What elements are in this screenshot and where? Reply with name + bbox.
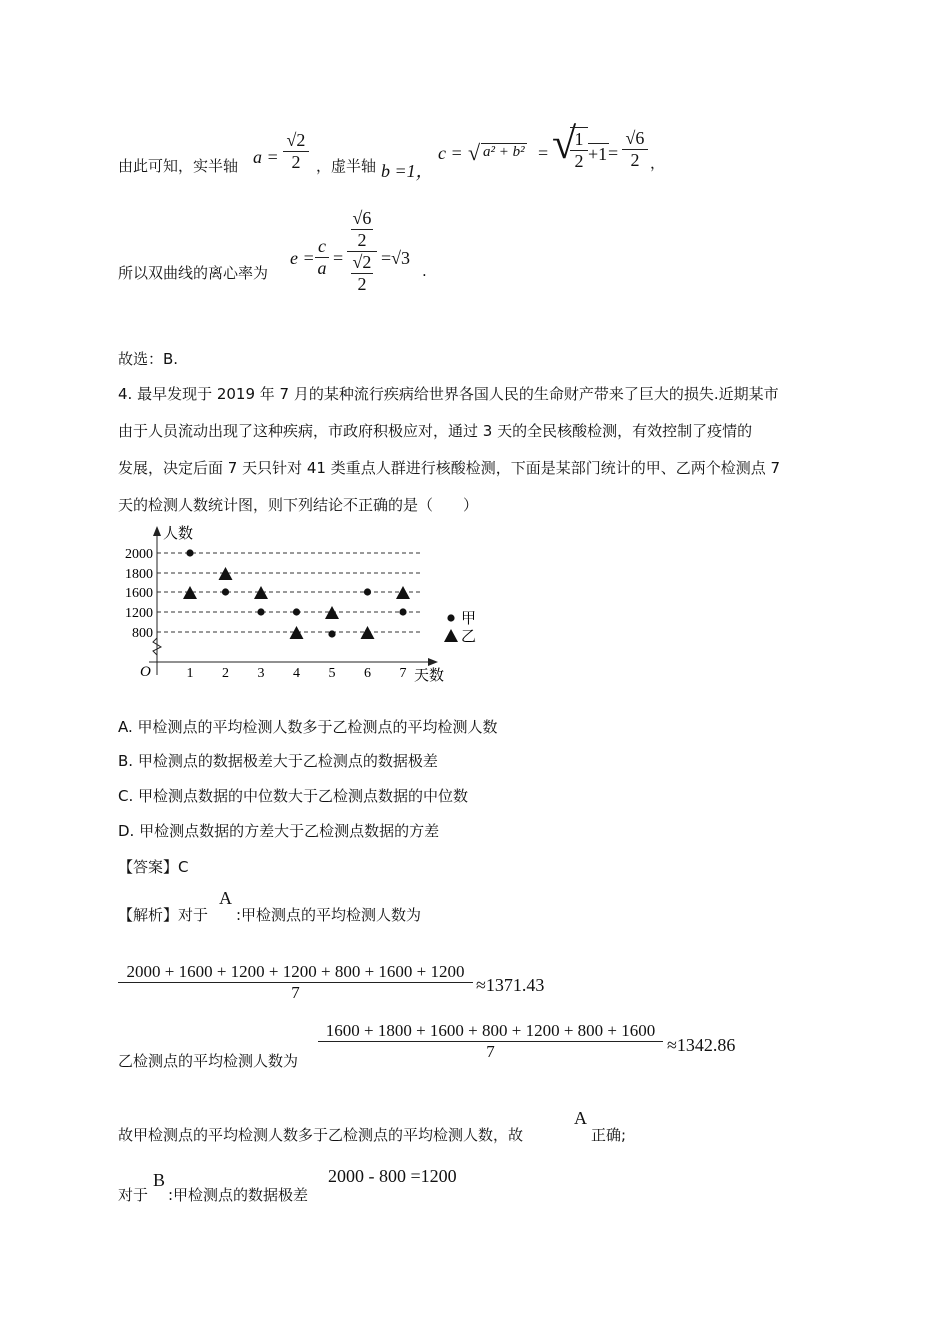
- y-tick-label-1800: 1800: [125, 567, 153, 582]
- x-axis-label: 天数: [414, 668, 445, 684]
- x-tick-label-5: 5: [328, 666, 336, 681]
- mean-yi-fraction: [318, 1021, 663, 1062]
- range-b-math: 2000 - 800 =1200: [328, 1166, 457, 1186]
- sqrt-sign: √: [468, 140, 481, 165]
- jia-point-day-2: [222, 588, 229, 595]
- question-line-2: 由于人员流动出现了这种疾病，市政府积极应对，通过 3 天的全民核酸检测，有效控制了疫情的: [118, 422, 753, 440]
- chart-axes: [125, 525, 444, 684]
- y-tick-label-1200: 1200: [125, 606, 153, 621]
- conclusion-a-prefix: 故甲检测点的平均检测人数多于乙检测点的平均检测人数，故: [118, 1126, 524, 1144]
- a-equals: a =: [253, 147, 279, 167]
- x-tick-label-7: 7: [399, 666, 407, 681]
- x-axis-arrow: [428, 658, 438, 666]
- question-line-3: 发展，决定后面 7 天只针对 41 类重点人群进行核酸检测，下面是某部门统计的甲、乙两个检测点 7: [118, 459, 781, 477]
- c-radicand: a² + b²: [483, 144, 525, 160]
- sqrt6-den: 2: [630, 150, 640, 170]
- legend-marker-1: [444, 629, 458, 642]
- analysis-intro-a: A: [219, 888, 232, 908]
- y-tick-label-1600: 1600: [125, 586, 153, 601]
- mean-yi-result: ≈1342.86: [667, 1035, 736, 1055]
- conclusion-a-suffix: 正确;: [591, 1126, 627, 1144]
- mean-jia-den: 7: [291, 983, 300, 1002]
- option-c[interactable]: C. 甲检测点数据的中位数大于乙检测点数据的中位数: [118, 787, 469, 805]
- origin-label: O: [140, 664, 151, 680]
- jia-point-day-4: [293, 608, 300, 615]
- chart-gridlines: [157, 553, 422, 632]
- option-d[interactable]: D. 甲检测点数据的方差大于乙检测点数据的方差: [118, 822, 440, 840]
- jia-point-day-3: [257, 608, 264, 615]
- eq-sign-1: =: [538, 143, 549, 163]
- compound-num-top: √6: [352, 208, 372, 228]
- y-tick-label-800: 800: [132, 626, 153, 641]
- option-b[interactable]: B. 甲检测点的数据极差大于乙检测点的数据极差: [118, 752, 438, 770]
- mean-jia-num: 2000 + 1600 + 1200 + 1200 + 800 + 1600 + 1200: [126, 962, 465, 981]
- sqrt6-fraction: [622, 128, 648, 171]
- imag-axis-label: ，虚半轴: [316, 157, 377, 175]
- line2-period: .: [422, 262, 427, 280]
- jia-point-day-5: [328, 630, 335, 637]
- jia-point-day-1: [186, 549, 193, 556]
- semi-axis-prefix: 由此可知，实半轴: [118, 157, 239, 175]
- half-num: 1: [574, 129, 584, 149]
- a-fraction: [283, 130, 309, 173]
- compound-den-top: √2: [352, 252, 372, 272]
- question-line-4: 天的检测人数统计图，则下列结论不正确的是（ ）: [118, 496, 479, 514]
- y-axis-arrow: [153, 526, 161, 536]
- sqrt6-num: √6: [625, 128, 645, 148]
- x-tick-label-1: 1: [186, 666, 194, 681]
- mean-yi-prefix: 乙检测点的平均检测人数为: [118, 1052, 299, 1070]
- x-tick-label-4: 4: [293, 666, 300, 681]
- plus-one: +1: [588, 144, 608, 164]
- x-tick-label-3: 3: [257, 666, 265, 681]
- question-line-1: 4. 最早发现于 2019 年 7 月的某种流行疾病给世界各国人民的生命财产带来了巨大的损失.近期某市: [118, 385, 779, 403]
- choice-line: 故选：B.: [118, 350, 179, 368]
- half-fraction: [570, 127, 588, 172]
- legend-label-0: 甲: [461, 611, 477, 627]
- c-over-a: [315, 236, 329, 279]
- b-equals: b =1，: [381, 161, 434, 181]
- range-b-suffix: :甲检测点的数据极差: [168, 1186, 309, 1204]
- legend-marker-0: [447, 614, 454, 621]
- mean-jia-fraction: [118, 962, 473, 1003]
- legend-label-1: 乙: [461, 629, 477, 645]
- e-equals: e =: [290, 248, 315, 268]
- chart-marks: [183, 549, 410, 639]
- c-over-a-den: a: [317, 258, 327, 278]
- eq-sign-3: =: [333, 248, 344, 268]
- range-b-prefix: 对于: [118, 1186, 149, 1204]
- y-tick-label-2000: 2000: [125, 547, 153, 562]
- a-frac-den: 2: [291, 152, 301, 172]
- big-sqrt-sign: √: [552, 119, 577, 168]
- jia-point-day-7: [399, 608, 406, 615]
- range-b-letter: B: [153, 1170, 166, 1190]
- sqrt3-result: =√3: [381, 248, 411, 268]
- eq-sign-2: =: [608, 143, 619, 163]
- compound-num-bottom: 2: [357, 230, 367, 250]
- analysis-intro-prefix: 【解析】对于: [118, 906, 209, 924]
- detection-chart: [110, 520, 490, 695]
- line1-comma: ，: [650, 154, 666, 172]
- jia-point-day-6: [364, 588, 371, 595]
- option-a[interactable]: A. 甲检测点的平均检测人数多于乙检测点的平均检测人数: [118, 718, 498, 736]
- a-frac-num: √2: [286, 130, 306, 150]
- chart-legend: [444, 610, 476, 645]
- mean-yi-num: 1600 + 1800 + 1600 + 800 + 1200 + 800 + 1600: [325, 1021, 656, 1040]
- mean-yi-den: 7: [486, 1042, 495, 1061]
- mean-jia-result: ≈1371.43: [476, 975, 545, 995]
- x-tick-label-6: 6: [364, 666, 371, 681]
- x-tick-label-2: 2: [222, 666, 229, 681]
- eccentricity-prefix: 所以双曲线的离心率为: [118, 264, 269, 282]
- compound-fraction: [347, 208, 377, 295]
- answer-line: 【答案】C: [118, 858, 189, 876]
- half-den: 2: [574, 151, 584, 171]
- y-axis-label: 人数: [163, 526, 194, 542]
- c-equals: c =: [438, 143, 463, 163]
- compound-den-bottom: 2: [357, 274, 367, 294]
- c-over-a-num: c: [318, 236, 326, 256]
- conclusion-a-letter: A: [574, 1108, 587, 1128]
- analysis-intro-suffix: :甲检测点的平均检测人数为: [236, 906, 422, 924]
